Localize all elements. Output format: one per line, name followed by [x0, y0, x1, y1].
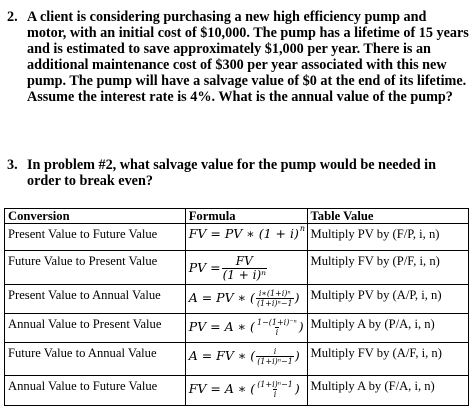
conversion-cell	[5, 251, 186, 285]
table-value: Multiply A by (F/A, i, n)	[310, 379, 435, 393]
header-formula: Formula	[185, 209, 307, 224]
formula-fraction	[256, 318, 298, 337]
conversion-cell	[5, 376, 186, 406]
table-header-row	[5, 209, 469, 224]
formula-lhs: PV = A ∗ (	[188, 319, 255, 335]
question-3-text: In problem #2, what salvage value for the pump would be needed in order to break even?	[27, 157, 436, 189]
header-conversion: Conversion	[5, 209, 186, 224]
conversion-cell	[5, 314, 186, 343]
table-value: Multiply A by (P/A, i, n)	[310, 317, 435, 331]
table-value: Multiply PV by (F/P, i, n)	[310, 227, 440, 241]
table-row	[5, 343, 469, 376]
conversion-label: Annual Value to Present Value	[8, 317, 162, 331]
formula-numerator: (1+i)ⁿ−1	[257, 380, 293, 389]
table-row	[5, 224, 469, 251]
table-row	[5, 376, 469, 406]
table-value-cell	[307, 224, 468, 251]
formula-cell	[185, 251, 307, 285]
formula-numerator: FV	[235, 254, 253, 268]
question-2-text: A client is considering purchasing a new high efficiency pump and motor, with an initial cost of $10,000. The pump has a lifetime of 15 years and is estimated to save approximately $1,000 per year. There is an additional maintenance cost of $300 per year associated with this new pump. The pump will have a salvage value of $0 at the end of its lifetime. Assume the interest rate is 4%. What is the annual value of the pump?	[27, 9, 469, 105]
formula	[189, 285, 300, 308]
table-row	[5, 285, 469, 314]
formula-numerator: i∗(1+i)ⁿ	[258, 289, 291, 298]
table-row	[5, 314, 469, 343]
conversion-cell	[5, 285, 186, 314]
formula-numerator: 1−(1+i)⁻ⁿ	[256, 318, 297, 327]
conversion-label: Annual Value to Future Value	[8, 379, 158, 393]
formula-rhs: )	[294, 381, 300, 397]
formula-fraction	[256, 347, 294, 366]
formula-denominator: (1 + i)ⁿ	[222, 268, 266, 282]
table-value-cell	[307, 285, 468, 314]
formula-rhs: )	[294, 290, 300, 306]
formula-numerator: i	[273, 347, 277, 356]
formula-fraction	[222, 255, 267, 282]
formula-fraction	[256, 289, 294, 308]
formula-exponent: n	[299, 224, 306, 234]
formula-denominator: i	[273, 390, 277, 399]
table-value-cell	[307, 343, 468, 376]
table-value-cell	[307, 314, 468, 343]
conversion-label: Future Value to Present Value	[8, 254, 158, 268]
formula	[189, 224, 305, 241]
formula-lhs: FV = PV ∗ (1 + i)	[188, 226, 299, 241]
conversion-label: Present Value to Future Value	[8, 227, 158, 241]
table-value: Multiply FV by (A/F, i, n)	[310, 346, 442, 360]
formula-lhs: A = FV ∗ (	[188, 348, 256, 364]
formula-cell	[185, 314, 307, 343]
formula-cell	[185, 224, 307, 251]
conversion-label: Present Value to Annual Value	[8, 288, 161, 302]
formula-cell	[185, 285, 307, 314]
formula-denominator: (1+i)ⁿ−1	[256, 299, 293, 308]
formula-lhs: FV = A ∗ (	[188, 381, 256, 397]
formula-cell	[185, 343, 307, 376]
table-row	[5, 251, 469, 285]
formula	[189, 314, 304, 337]
formula	[189, 251, 268, 282]
formula-rhs: )	[298, 319, 304, 335]
formula	[189, 376, 300, 399]
conversion-cell	[5, 224, 186, 251]
conversion-table	[4, 208, 469, 406]
formula-lhs: A = PV ∗ (	[188, 290, 255, 306]
formula-denominator: (1+i)ⁿ−1	[257, 357, 293, 366]
formula-denominator: i	[275, 328, 279, 337]
conversion-label: Future Value to Annual Value	[8, 346, 157, 360]
conversion-cell	[5, 343, 186, 376]
table-value-cell	[307, 376, 468, 406]
question-3-number: 3.	[7, 157, 18, 173]
table-value: Multiply FV by (P/F, i, n)	[310, 254, 440, 268]
question-2-number: 2.	[7, 9, 18, 25]
header-table-value: Table Value	[307, 209, 468, 224]
formula-fraction	[256, 380, 294, 399]
table-value-cell	[307, 251, 468, 285]
formula-rhs: )	[294, 348, 300, 364]
formula-cell	[185, 376, 307, 406]
formula	[189, 343, 300, 366]
formula-lhs: PV =	[188, 260, 221, 276]
table-value: Multiply PV by (A/P, i, n)	[310, 288, 442, 302]
